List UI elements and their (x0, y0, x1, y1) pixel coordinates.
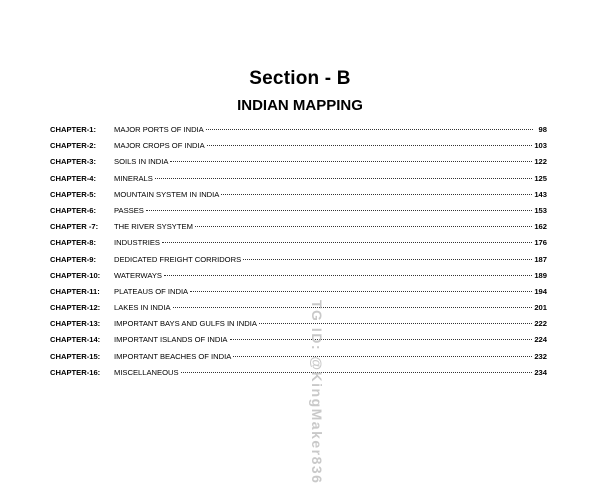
toc-chapter-number: CHAPTER-10: (50, 270, 101, 280)
toc-chapter-title: PLATEAUS OF INDIA (114, 286, 189, 296)
toc-page-number: 153 (534, 205, 547, 215)
toc-page-number: 222 (534, 319, 547, 329)
toc-dot-leader (173, 307, 533, 308)
toc-chapter-title: SOILS IN INDIA (114, 157, 169, 167)
toc-chapter-number: CHAPTER -7: (50, 222, 99, 232)
toc-page-number: 189 (534, 270, 547, 280)
toc-chapter-title: MAJOR PORTS OF INDIA (114, 125, 204, 134)
toc-chapter-title: MINERALS (114, 173, 153, 183)
toc-dot-leader (207, 145, 533, 146)
toc-page-number: 194 (534, 286, 547, 296)
toc-chapter-number: CHAPTER-16: (50, 367, 101, 377)
toc-entry (50, 332, 547, 348)
toc-entry (50, 154, 547, 170)
toc-chapter-number: CHAPTER-5: (50, 189, 96, 199)
toc-entry (50, 171, 547, 187)
toc-entry (50, 203, 547, 219)
toc-chapter-number: CHAPTER-9: (50, 254, 96, 264)
toc-dot-leader (146, 210, 533, 211)
toc-chapter-title: THE RIVER SYSYTEM (114, 222, 193, 232)
toc-page-number: 162 (534, 222, 547, 232)
toc-chapter-title: LAKES IN INDIA (114, 303, 171, 313)
toc-entry (50, 365, 547, 381)
page-title: INDIAN MAPPING (237, 97, 363, 114)
toc-dot-leader (243, 259, 532, 260)
toc-chapter-number: CHAPTER-2: (50, 141, 96, 151)
toc-dot-leader (195, 226, 532, 227)
toc-chapter-title: IMPORTANT BEACHES OF INDIA (114, 351, 232, 361)
toc-dot-leader (162, 242, 532, 243)
toc-page-number: 125 (534, 173, 547, 183)
toc-entry (50, 268, 547, 284)
toc-chapter-title: MAJOR CROPS OF INDIA (114, 141, 205, 151)
toc-page-number: 122 (534, 157, 547, 167)
toc-chapter-title: MISCELLANEOUS (114, 367, 179, 377)
toc-page-number: 143 (534, 189, 547, 199)
toc-page-number: 224 (534, 335, 547, 345)
toc-page-number: 234 (534, 367, 547, 377)
toc-chapter-title: IMPORTANT BAYS AND GULFS IN INDIA (114, 319, 257, 329)
toc-chapter-number: CHAPTER-12: (50, 303, 101, 313)
toc-chapter-number: CHAPTER-1: (50, 125, 96, 134)
toc-chapter-title: WATERWAYS (114, 270, 162, 280)
toc-dot-leader (190, 291, 532, 292)
toc-dot-leader (170, 161, 532, 162)
section-title: Section - B (249, 68, 351, 89)
toc-chapter-number: CHAPTER-4: (50, 173, 96, 183)
toc-chapter-number: CHAPTER-8: (50, 238, 96, 248)
toc-entry (50, 284, 547, 300)
toc-chapter-title: MOUNTAIN SYSTEM IN INDIA (114, 189, 220, 199)
toc-entry (50, 300, 547, 316)
toc-page-number: 176 (534, 238, 547, 248)
toc-chapter-title: IMPORTANT ISLANDS OF INDIA (114, 335, 228, 345)
toc-entry (50, 349, 547, 365)
toc-entry (50, 138, 547, 154)
table-of-contents (50, 122, 547, 381)
toc-entry (50, 235, 547, 251)
toc-page-number: 187 (534, 254, 547, 264)
toc-page-number: 232 (534, 351, 547, 361)
toc-chapter-number: CHAPTER-11: (50, 286, 100, 296)
toc-dot-leader (230, 339, 533, 340)
toc-chapter-number: CHAPTER-15: (50, 351, 101, 361)
toc-dot-leader (259, 323, 532, 324)
toc-chapter-number: CHAPTER-13: (50, 319, 101, 329)
toc-dot-leader (233, 356, 532, 357)
toc-page-number: 103 (534, 141, 547, 151)
toc-entry (50, 316, 547, 332)
toc-dot-leader (221, 194, 532, 195)
toc-chapter-title: DEDICATED FREIGHT CORRIDORS (114, 254, 242, 264)
watermark-text: TG ID: @KingMaker836 (309, 300, 325, 484)
toc-chapter-number: CHAPTER-6: (50, 205, 96, 215)
toc-dot-leader (155, 178, 533, 179)
toc-entry (50, 219, 547, 235)
toc-chapter-title: INDUSTRIES (114, 238, 160, 248)
toc-dot-leader (206, 129, 533, 130)
toc-chapter-number: CHAPTER-3: (50, 157, 96, 167)
toc-page-number: 98 (538, 125, 547, 134)
toc-dot-leader (181, 372, 533, 373)
toc-entry (50, 187, 547, 203)
toc-dot-leader (164, 275, 532, 276)
toc-page-number: 201 (534, 303, 547, 313)
toc-chapter-number: CHAPTER-14: (50, 335, 101, 345)
toc-chapter-title: PASSES (114, 205, 144, 215)
toc-entry (50, 252, 547, 268)
toc-entry (50, 122, 547, 138)
